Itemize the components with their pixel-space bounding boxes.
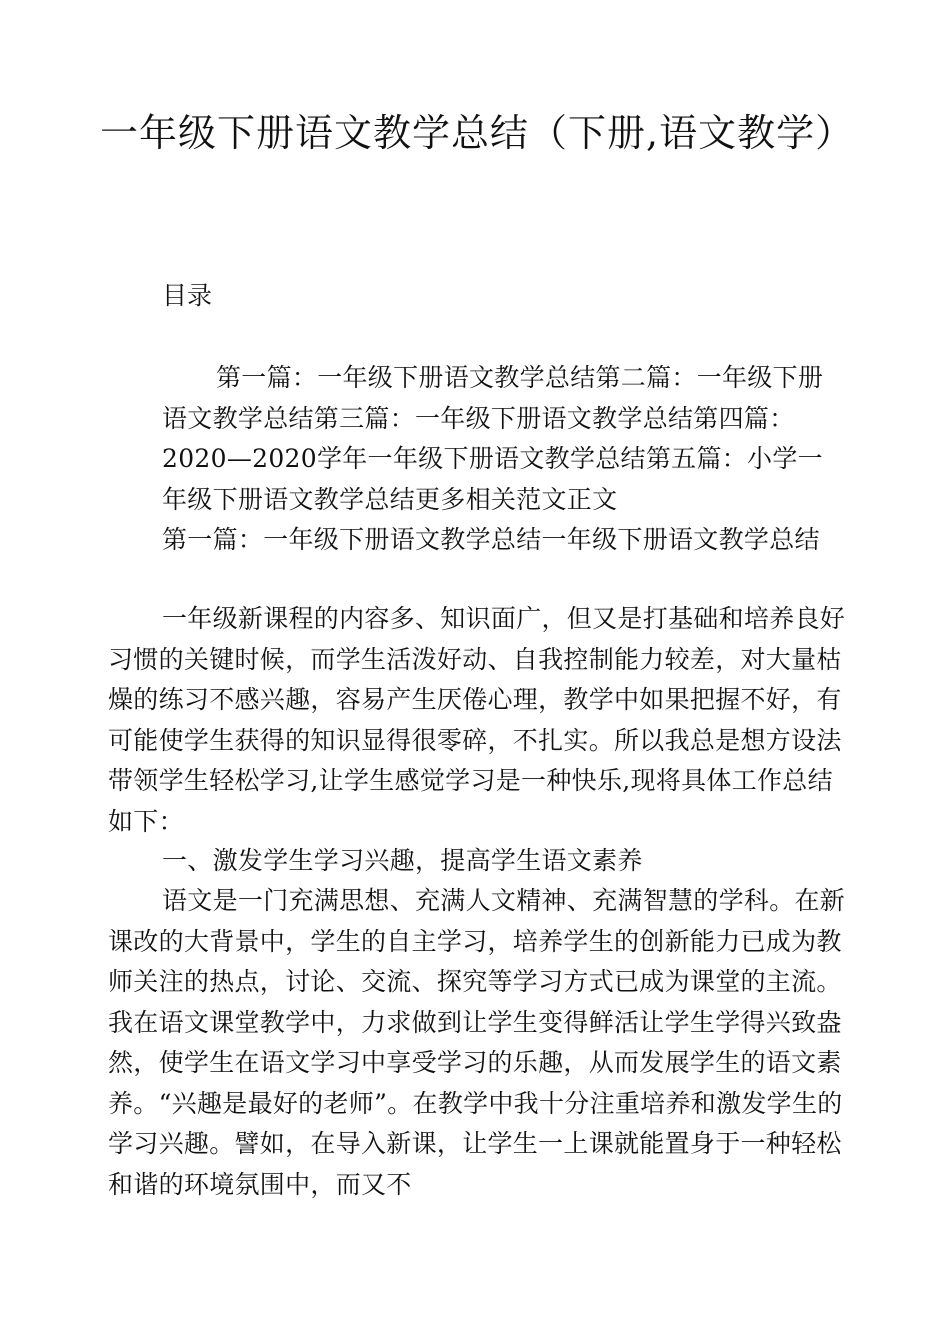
- paragraph-intro: 一年级新课程的内容多、知识面广，但又是打基础和培养良好习惯的关键时候，而学生活泼好动、自我控制能力较差，对大量枯燥的练习不感兴趣，容易产生厌倦心理，教学中如果把握不好，有可能使学生获得的知识显得很零碎，不扎实。所以我总是想方设法带领学生轻松学习,让学生感觉学习是一种快乐,现将具体工作总结如下：: [108, 604, 846, 836]
- paragraph-chapter-heading: 第一篇：一年级下册语文教学总结一年级下册语文教学总结: [162, 525, 820, 554]
- section-heading-1: 一、激发学生学习兴趣，提高学生语文素养: [162, 846, 643, 875]
- toc-text: 第一篇：一年级下册语文教学总结第二篇：一年级下册语文教学总结第三篇：一年级下册语文教学总结第四篇：2020—2020学年一年级下册语文教学总结第五篇：小学一年级下册语文教学总结更多相关范文正文: [162, 363, 824, 514]
- paragraph-section-1: 语文是一门充满思想、充满人文精神、充满智慧的学科。在新课改的大背景中，学生的自主学习，培养学生的创新能力已成为教师关注的热点，讨论、交流、探究等学习方式已成为课堂的主流。我在语文课堂教学中，力求做到让学生变得鲜活让学生学得兴致盎然，使学生在语文学习中享受学习的乐趣，从而发展学生的语文素养。“兴趣是最好的老师”。在教学中我十分注重培养和激发学生的学习兴趣。譬如，在导入新课，让学生一上课就能置身于一种轻松和谐的环境氛围中，而又不: [108, 886, 846, 1199]
- toc-heading: 目录: [162, 281, 213, 310]
- document-title: 一年级下册语文教学总结（下册,语文教学）: [100, 111, 855, 155]
